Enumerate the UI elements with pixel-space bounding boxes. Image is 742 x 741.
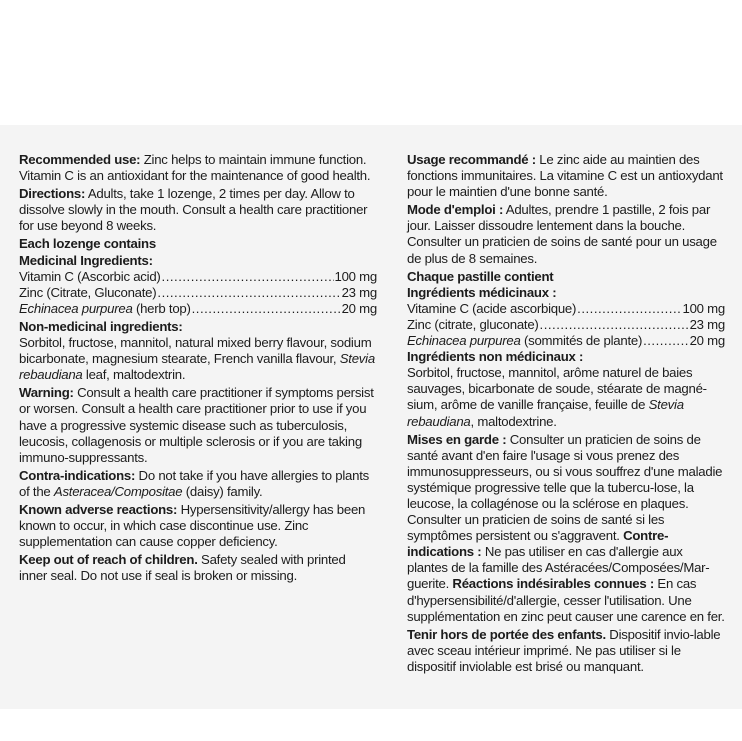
contra-text: (daisy) family. [182,483,263,499]
ingredient-amount: 100 mg [334,268,377,284]
ingredient-name: Vitamin C (Ascorbic acid) [19,268,161,284]
ingredient-name: Zinc (Citrate, Gluconate) [19,284,157,300]
ingredient-name: Vitamine C (acide ascorbique) [407,300,577,316]
non-medicinaux-text [407,365,725,429]
warning-text: Consult a health care practitioner if symptoms persist or worsen. Consult a health care practitioner prior to use if you have a progressive systemic disease such as tuberculosis, leucosis, collagenosis or multiple sclerosis or if you are taking immuno-suppressants. [19,385,374,465]
ingredient-latin-name: Echinacea purpurea [407,333,521,349]
adverse-label: Known adverse reactions: [19,501,178,517]
dot-leader [643,333,689,349]
ingredient-name [19,301,191,317]
ingredient-amount: 100 mg [682,300,725,316]
keep-out-of-reach [19,552,377,584]
contra-label: Contra-indications: [19,467,136,483]
contre-indications-label: Contre-indications : [407,528,669,560]
mises-en-garde-text: Consulter un praticien de soins de santé avant d'en faire l'usage si vous prenez des immunosuppresseurs, ou si vous souffrez d'une maladie systémique progressive telle que la tubercu-lose, la leucose, la collagénose ou la sclérose en plaques. Consulter un praticien de soins de santé si les symptômes persistent ou s'aggravent. [407,431,723,544]
recommended-use-label: Recommended use: [19,152,141,167]
ingredient-row [19,269,377,285]
non-medicinal-text [19,335,377,383]
contra-latin: Asteracea/Compositae [53,483,183,499]
english-column [19,152,377,586]
ingredient-row [19,285,377,301]
medicinal-ingredients-heading: Medicinal Ingredients: [19,252,153,268]
tenir-hors-portee-label: Tenir hors de portée des enfants. [407,626,606,642]
each-lozenge-heading: Each lozenge contains [19,236,156,252]
directions-label: Directions: [19,186,86,202]
non-medicinal-latin: Stevia rebaudiana [19,351,375,383]
directions-text: Adults, take 1 lozenge, 2 times per day. Allow to dissolve slowly in the mouth. Consult a health care practitioner for use beyond 8 weeks. [19,186,368,234]
mises-en-garde [407,432,725,625]
ingredient-part: (sommités de plante) [520,333,643,349]
french-column [407,152,725,677]
usage-text: Le zinc aide au maintien des fonctions immunitaires. La vitamine C est un antioxydant pour le maintien d'une bonne santé. [407,152,723,200]
recommended-use [19,152,377,184]
ingredient-part: (herb top) [132,300,191,316]
dot-leader [192,301,341,317]
chaque-pastille-heading: Chaque pastille contient [407,268,554,284]
ingredient-name [407,333,642,349]
ingredient-latin-name: Echinacea purpurea [19,300,133,316]
warning [19,385,377,465]
non-medicinal-part: leaf, maltodextrin. [82,367,186,383]
directions [19,186,377,234]
mode-emploi-text: Adultes, prendre 1 pastille, 2 fois par jour. Laisser dissoudre lentement dans la bouche. Consulter un praticien de soins de santé pour un usage de plus de 8 semaines. [407,202,717,266]
reactions-text: En cas d'hypersensibilité/d'allergie, cesser l'utilisation. Une supplémentation en zinc peut causer une carence en fer. [407,576,725,624]
adverse-reactions [19,502,377,550]
ingredient-amount: 23 mg [341,284,377,300]
ingredient-row [407,301,725,317]
adverse-text: Hypersensitivity/allergy has been known to occur, in which case discontinue use. Zinc supplementation can cause copper deficiency. [19,501,366,550]
recommended-use-text: Zinc helps to maintain immune function. Vitamin C is an antioxidant for the maintenance of good health. [19,152,371,184]
usage-label: Usage recommandé : [407,152,536,167]
contra-text: Do not take if you have allergies to plants of the [19,467,369,499]
ingredient-row [19,301,377,317]
non-medicinaux-part: Sorbitol, fructose, mannitol, arôme naturel de baies sauvages, bicarbonate de soude, stéarate de magné-sium, arôme de vanille française, feuille de [407,365,707,413]
usage-recommande [407,152,725,200]
reactions-label: Réactions indésirables connues : [449,576,655,592]
dot-leader [162,269,334,285]
ingredient-row [407,317,725,333]
contra-indications [19,468,377,500]
dot-leader [577,301,681,317]
non-medicinal-part: Sorbitol, fructose, mannitol, natural mixed berry flavour, sodium bicarbonate, magnesium stearate, French vanilla flavour, [19,335,372,367]
contre-indications-text: Ne pas utiliser en cas d'allergie aux plantes de la famille des Astéracées/Composées/Mar-guerite. [407,544,710,592]
non-medicinaux-part: , maltodextrine. [470,413,557,429]
mode-emploi-label: Mode d'emploi : [407,202,504,218]
ingredients-medicinaux-heading: Ingrédients médicinaux : [407,284,557,300]
non-medicinaux-latin: Stevia rebaudiana [407,397,684,429]
mode-emploi [407,202,725,266]
ingredient-amount: 20 mg [689,333,725,349]
ingredient-amount: 23 mg [689,316,725,332]
tenir-hors-portee [407,627,725,675]
dot-leader [157,285,340,301]
keep-out-text: Safety sealed with printed inner seal. Do not use if seal is broken or missing. [19,552,346,584]
ingredient-name: Zinc (citrate, gluconate) [407,316,539,332]
dot-leader [540,317,689,333]
ingredient-row [407,333,725,349]
ingredients-non-medicinaux-heading: Ingrédients non médicinaux : [407,349,584,365]
tenir-hors-portee-text: Dispositif invio-lable avec sceau intérieur imprimé. Ne pas utiliser si le dispositif inviolable est brisé ou manquant. [407,626,721,674]
warning-label: Warning: [19,385,74,401]
mises-en-garde-label: Mises en garde : [407,431,507,447]
ingredient-amount: 20 mg [341,300,377,316]
keep-out-label: Keep out of reach of children. [19,552,198,568]
non-medicinal-heading: Non-medicinal ingredients: [19,318,183,334]
